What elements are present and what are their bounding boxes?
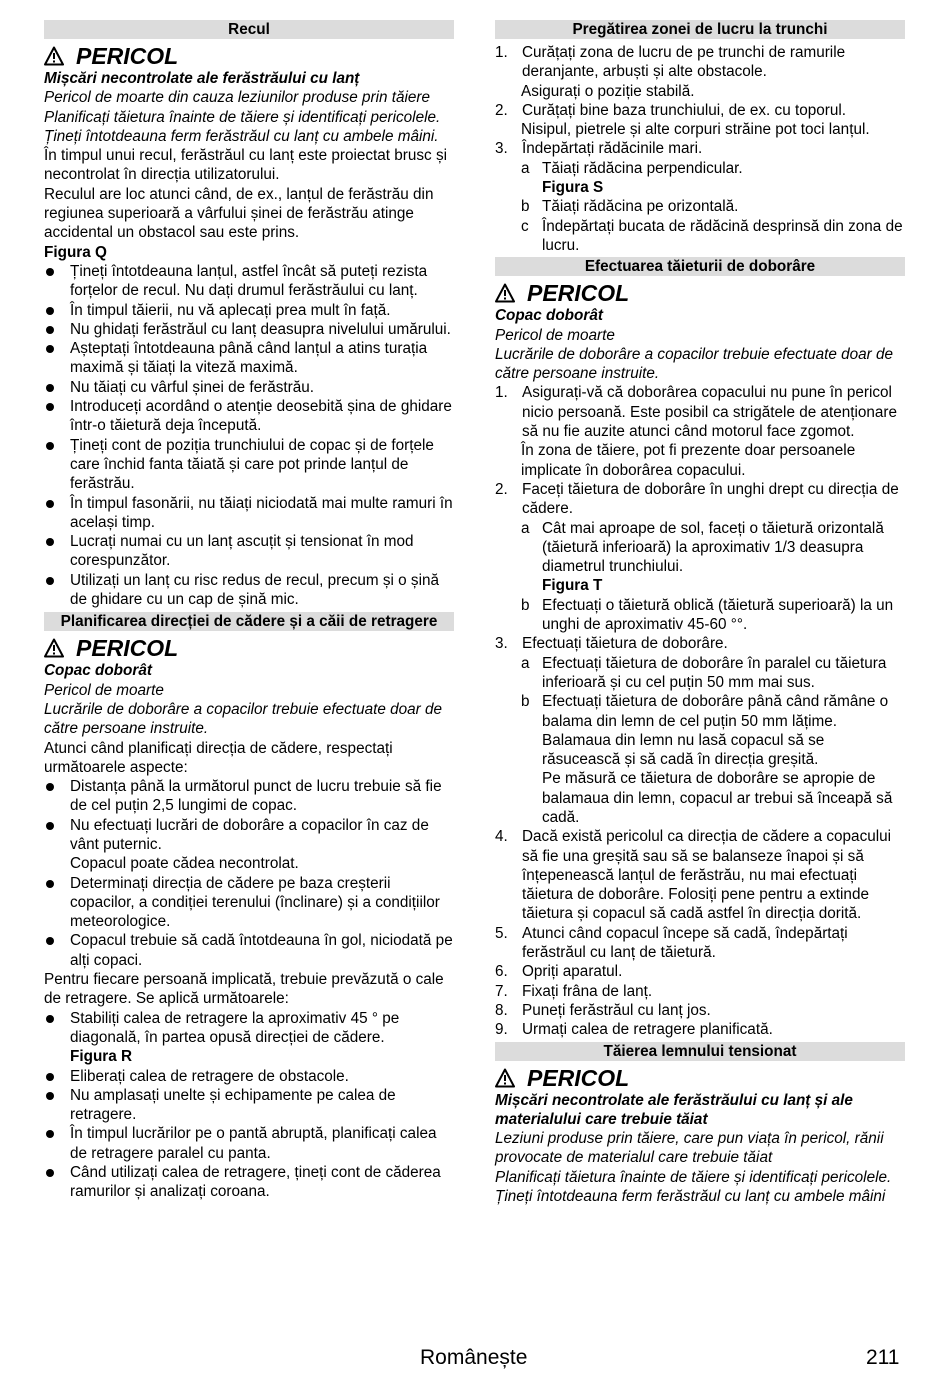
bullet-icon (44, 320, 70, 339)
bullet-item: Stabiliți calea de retragere la aproximativ 45 ° pe diagonală, în partea opusă direcției de cădere. (44, 1009, 454, 1048)
footer-language: Românește (420, 1346, 528, 1369)
paragraph: Reculul are loc atunci când, de ex., lanțul de ferăstrău din regiunea superioară a vârfului șinei de ferăstrău atinge accidental un obstacol sau este prins. (44, 185, 434, 242)
bullet-item: Eliberați calea de retragere de obstacole. (44, 1067, 454, 1086)
bullet-item: Nu tăiați cu vârful șinei de ferăstrău. (44, 378, 454, 397)
bullet-icon (44, 571, 70, 610)
measure-text: Planificați tăietura înainte de tăiere și identificați pericolele. (44, 108, 441, 126)
hazard-text: Copac doborât (44, 662, 152, 680)
bullet-icon (44, 1067, 70, 1086)
bullet-item: Copacul trebuie să cadă întotdeauna în gol, niciodată pe alți copaci. (44, 931, 454, 970)
bullet-item: Nu efectuați lucrări de doborâre a copacilor în caz de vânt puternic. (44, 816, 454, 855)
figure-ref: Figura Q (44, 243, 107, 261)
bullet-item: Țineți întotdeauna lanțul, astfel încât să puteți rezista forțelor de recul. Nu dați drumul ferăstrăului cu lanț. (44, 262, 454, 301)
figure-ref: Figura R (70, 1048, 133, 1066)
step-item: 3. Îndepărtați rădăcinile mari. (495, 140, 703, 158)
substep-item: b Efectuați tăietura de doborâre până când rămâne o balama din lemn de cel puțin 50 mm lățime. (521, 693, 889, 730)
step-note: Asigurați o poziție stabilă. (521, 82, 695, 100)
hazard-text: Mișcări necontrolate ale ferăstrăului cu lanț și ale materialului care trebuie tăiat (495, 1091, 853, 1128)
bullet-icon (44, 1124, 70, 1163)
section-heading-preparation: Pregătirea zonei de lucru la trunchi (495, 20, 905, 39)
step-item: 2. Curățați bine baza trunchiului, de ex. cu toporul. (495, 101, 846, 119)
substep-item: a Efectuați tăietura de doborâre în paralel cu tăietura inferioară și cu cel puțin 50 mm mai sus. (521, 654, 887, 691)
bullet-icon (44, 1086, 70, 1125)
bullet-icon (44, 874, 70, 932)
figure-ref: Figura S (542, 179, 604, 197)
bullet-item: Introduceți acordând o atenție deosebită șina de ghidare într-o tăietură deja începută. (44, 397, 454, 436)
bullet-icon (44, 436, 70, 494)
substep-note: Pe măsură ce tăietura de doborâre se apropie de balamaua din lemn, copacul ar trebui să înceapă să cadă. (542, 770, 893, 826)
bullet-item: În timpul fasonării, nu tăiați niciodată mai multe ramuri în același timp. (44, 494, 454, 533)
bullet-icon (44, 777, 70, 816)
bullet-icon (44, 931, 70, 970)
consequence-text: Leziuni produse prin tăiere, care pun viața în pericol, rănii provocate de materialul care trebuie tăiat (495, 1130, 884, 1167)
bullet-item: În timpul tăierii, nu vă aplecați prea mult în față. (44, 301, 454, 320)
bullet-item: Utilizați un lanț cu risc redus de recul, precum și o șină de ghidare cu un cap de șină mic. (44, 571, 454, 610)
consequence-text: Pericol de moarte (44, 681, 164, 699)
warning-triangle-icon (44, 46, 64, 66)
figure-ref: Figura T (542, 577, 603, 595)
paragraph: În timpul unui recul, ferăstrăul cu lanț este proiectat brusc și necontrolat în direcția utilizatorului. (44, 147, 448, 184)
bullet-icon (44, 816, 70, 855)
bullet-item: Lucrați numai cu un lanț ascuțit și tensionat în mod corespunzător. (44, 532, 454, 571)
bullet-item: Nu amplasați unelte și echipamente pe calea de retragere. (44, 1086, 454, 1125)
warning-triangle-icon (495, 1068, 515, 1088)
bullet-icon (44, 301, 70, 320)
bullet-icon (44, 339, 70, 378)
section-heading-tension: Tăierea lemnului tensionat (495, 1042, 905, 1061)
bullet-icon (44, 397, 70, 436)
measure-text: Țineți întotdeauna ferm ferăstrăul cu lanț cu ambele mâini (495, 1188, 886, 1206)
consequence-text: Pericol de moarte din cauza leziunilor produse prin tăiere (44, 89, 431, 107)
hazard-text: Copac doborât (495, 307, 603, 325)
measure-text: Lucrările de doborâre a copacilor trebuie efectuate doar de către persoane instruite. (495, 345, 893, 383)
step-item: 6. Opriți aparatul. (495, 963, 623, 981)
step-item: 4. Dacă există pericolul ca direcția de cădere a copacului să fie una greșită sau să se balanseze înapoi și să înțepenească lanțul de ferăstrău, nu mai efectuați tăietura de doborâre. Folosiți pene pentru a extinde tăietura și copacul să cadă astfel în direcția dorită. (495, 828, 892, 923)
warning-triangle-icon (44, 638, 64, 658)
bullet-item: Determinați direcția de cădere pe baza creșterii copacilor, a condiției terenului (înclinare) și a condițiilor meteorologice. (44, 874, 454, 932)
consequence-text: Pericol de moarte (495, 326, 615, 344)
measure-text: Planificați tăietura înainte de tăiere și identificați pericolele. (495, 1168, 892, 1186)
substep-item: b Efectuați o tăietură oblică (tăietură superioară) la un unghi de aproximativ 45-60 °°. (521, 596, 894, 634)
danger-label: PERICOL (44, 635, 454, 661)
warning-triangle-icon (495, 283, 515, 303)
step-note: Nisipul, pietrele și alte corpuri străine pot toci lanțul. (521, 121, 870, 139)
step-item: 3. Efectuați tăietura de doborâre. (495, 635, 728, 653)
step-note: În zona de tăiere, pot fi prezente doar persoanele implicate în doborârea copacului. (521, 442, 856, 479)
bullet-icon (44, 1009, 70, 1048)
substep-item: b Tăiați rădăcina pe orizontală. (521, 198, 739, 216)
bullet-icon (44, 1163, 70, 1202)
bullet-item: Distanța până la următorul punct de lucru trebuie să fie de cel puțin 2,5 lungimi de copac. (44, 777, 454, 816)
step-item: 9. Urmați calea de retragere planificată. (495, 1021, 773, 1039)
right-column (495, 20, 905, 1206)
bullet-item: În timpul lucrărilor pe o pantă abruptă, planificați calea de retragere paralel cu panta. (44, 1124, 454, 1163)
bullet-note: Copacul poate cădea necontrolat. (70, 855, 299, 873)
bullet-item: Nu ghidați ferăstrăul cu lanț deasupra nivelului umărului. (44, 320, 454, 339)
substep-item: a Cât mai aproape de sol, faceți o tăietură orizontală (tăietură inferioară) la aproximativ 1/3 deasupra diametrul trunchiului. (521, 519, 884, 576)
substep-note: Balamaua din lemn nu lasă copacul să se răsucească și să cadă în direcția greșită. (542, 731, 825, 769)
bullet-icon (44, 378, 70, 397)
danger-label: PERICOL (495, 280, 905, 306)
paragraph: Atunci când planificați direcția de cădere, respectați următoarele aspecte: (44, 739, 393, 776)
section-heading-felling: Efectuarea tăieturii de doborâre (495, 257, 905, 276)
step-item: 1. Curățați zona de lucru de pe trunchi de ramurile deranjante, arbuști și alte obstacole. (495, 44, 846, 81)
bullet-item: Așteptați întotdeauna până când lanțul a atins turația maximă și tăiați la viteză maximă. (44, 339, 454, 378)
substep-item: c Îndepărtați bucata de rădăcină desprinsă din zona de lucru. (521, 217, 903, 254)
step-item: 5. Atunci când copacul începe să cadă, îndepărtați ferăstrăul cu lanț de tăietură. (495, 924, 848, 962)
step-item: 7. Fixați frâna de lanț. (495, 982, 653, 1000)
bullet-item: Când utilizați calea de retragere, țineți cont de căderea ramurilor și analizați coroana. (44, 1163, 454, 1202)
bullet-item: Țineți cont de poziția trunchiului de copac și de forțele care închid fanta tăiată și care pot prinde lanțul de ferăstrău. (44, 436, 454, 494)
page-number: 211 (866, 1346, 900, 1369)
step-item: 2. Faceți tăietura de doborâre în unghi drept cu direcția de cădere. (495, 480, 899, 518)
danger-label: PERICOL (495, 1065, 905, 1091)
measure-text: Lucrările de doborâre a copacilor trebuie efectuate doar de către persoane instruite. (44, 700, 442, 738)
hazard-text: Mișcări necontrolate ale ferăstrăului cu lanț (44, 70, 360, 87)
danger-label: PERICOL (44, 43, 454, 69)
step-item: 8. Puneți ferăstrăul cu lanț jos. (495, 1001, 711, 1019)
section-heading-recul: Recul (44, 20, 454, 39)
bullet-icon (44, 262, 70, 301)
bullet-icon (44, 532, 70, 571)
section-heading-planning: Planificarea direcției de cădere și a căii de retragere (44, 612, 454, 631)
substep-item: a Tăiați rădăcina perpendicular. (521, 159, 743, 177)
left-column (44, 20, 454, 1202)
bullet-icon (44, 494, 70, 533)
step-item: 1. Asigurați-vă că doborârea copacului nu pune în pericol nicio persoană. Este posibil ca strigătele de atenționare să nu fie auzite atunci când motorul face zgomot. (495, 384, 898, 441)
measure-text: Țineți întotdeauna ferm ferăstrăul cu lanț cu ambele mâini. (44, 127, 439, 145)
paragraph: Pentru fiecare persoană implicată, trebuie prevăzută o cale de retragere. Se aplică următoarele: (44, 971, 444, 1008)
